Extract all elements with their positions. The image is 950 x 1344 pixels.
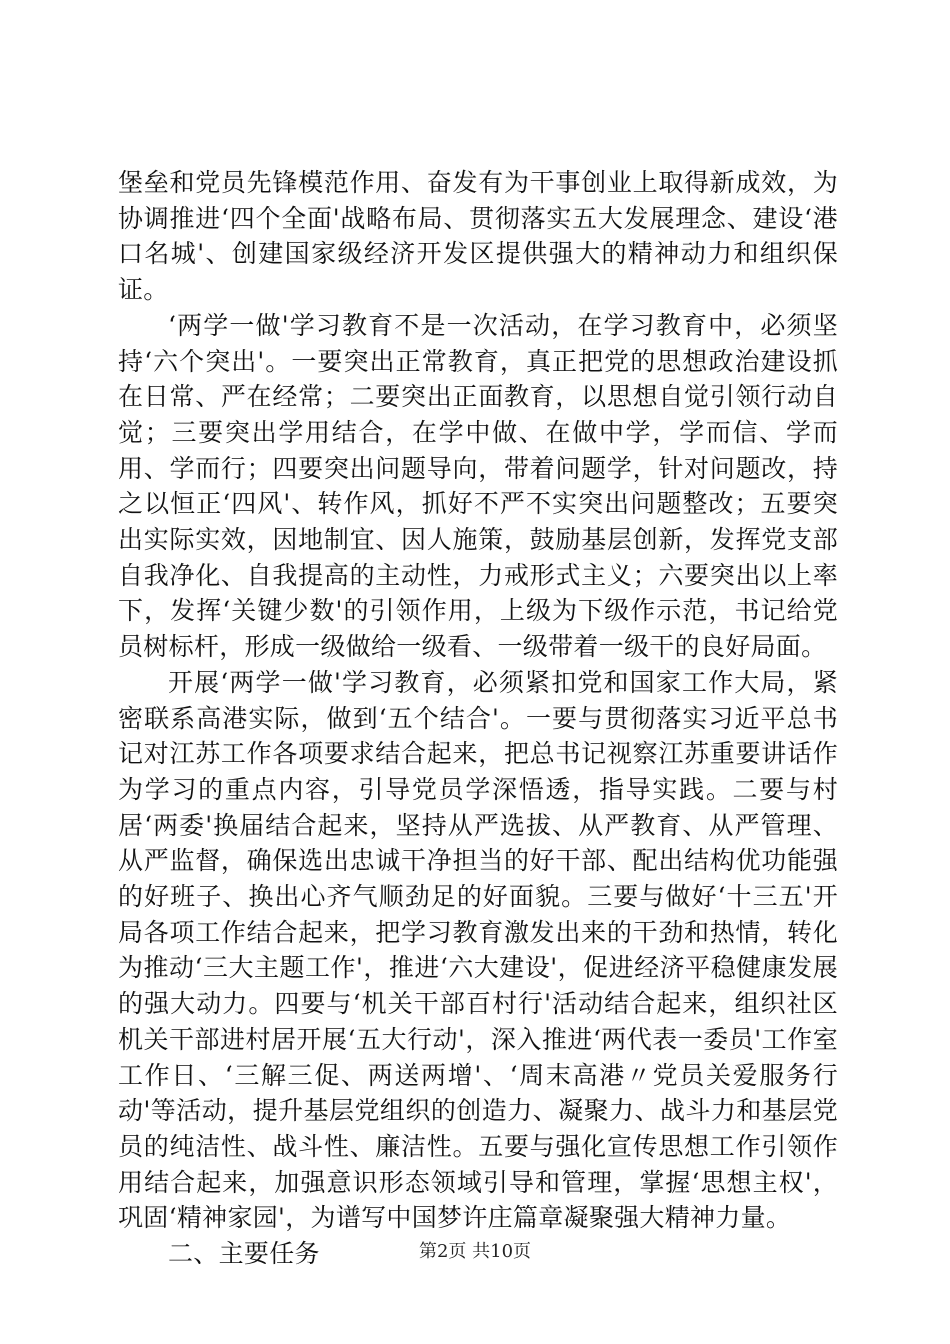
paragraph-continuation: 堡垒和党员先锋模范作用、奋发有为干事创业上取得新成效，为协调推进‘四个全面'战略布局、贯彻落实五大发展理念、建设‘港口名城'、创建国家级经济开发区提供强大的精神动力和组织保证。 — [118, 168, 838, 305]
page-footer: 第2页 共10页 — [418, 1241, 532, 1262]
document-body — [118, 165, 838, 1272]
paragraph-six-priorities: ‘两学一做'学习教育不是一次活动，在学习教育中，必须坚持‘六个突出'。一要突出正常教育，真正把党的思想政治建设抓在日常、严在经常；二要突出正面教育，以思想自觉引领行动自觉；三要突出学用结合，在学中做、在做中学，学而信、学而用、学而行；四要突出问题导向，带着问题学，针对问题改，持之以恒正‘四风'、转作风，抓好不严不实突出问题整改；五要突出实际实效，因地制宜、因人施策，鼓励基层创新，发挥党支部自我净化、自我提高的主动性，力戒形式主义；六要突出以上率下，发挥‘关键少数'的引领作用，上级为下级作示范，书记给党员树标杆，形成一级做给一级看、一级带着一级干的良好局面。 — [118, 310, 838, 662]
section-heading: 二、主要任务 — [168, 1239, 320, 1269]
paragraph-five-combinations: 开展‘两学一做'学习教育，必须紧扣党和国家工作大局，紧密联系高港实际，做到‘五个结合'。一要与贯彻落实习近平总书记对江苏工作各项要求结合起来，把总书记视察江苏重要讲话作为学习的重点内容，引导党员学深悟透，指导实践。二要与村居‘两委'换届结合起来，坚持从严选拔、从严教育、从严管理、从严监督，确保选出忠诚干净担当的好干部、配出结构优功能强的好班子、换出心齐气顺劲足的好面貌。三要与做好‘十三五'开局各项工作结合起来，把学习教育激发出来的干劲和热情，转化为推动‘三大主题工作'，推进‘六大建设'，促进经济平稳健康发展的强大动力。四要与‘机关干部百村行'活动结合起来，组织社区机关干部进村居开展‘五大行动'，深入推进‘两代表一委员'工作室工作日、‘三解三促、两送两增'、‘周末高港〃党员关爱服务行动'等活动，提升基层党组织的创造力、凝聚力、战斗力和基层党员的纯洁性、战斗性、廉洁性。五要与强化宣传思想工作引领作用结合起来，加强意识形态领域引导和管理，掌握‘思想主权'，巩固‘精神家园'，为谱写中国梦许庄篇章凝聚强大精神力量。 — [118, 667, 838, 1233]
